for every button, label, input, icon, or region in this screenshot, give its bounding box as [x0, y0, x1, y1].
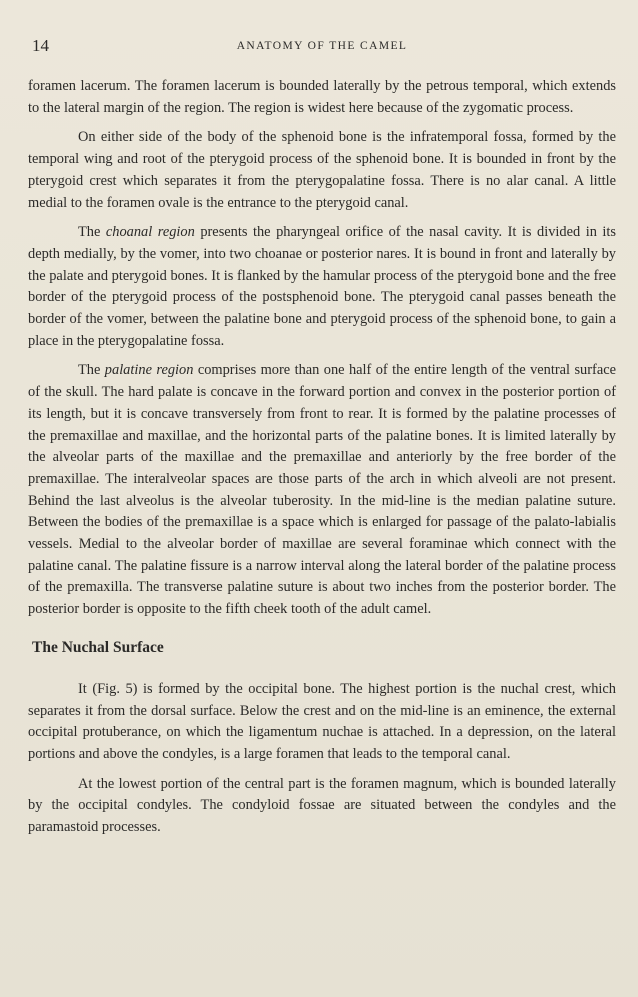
paragraph-foramen-magnum: At the lowest portion of the central part is the foramen magnum, which is bounded laterally by the occipital condyles. The condyloid fossae are situated between the condyles and the paramastoid processes. [28, 775, 616, 836]
paragraph-nuchal-surface: It (Fig. 5) is formed by the occipital bone. The highest portion is the nuchal crest, which separates it from the dorsal surface. Below the crest and on the mid-line is an eminence, the external occipital protuberance, on which the ligamentum nuchae is attached. In a depression, on the lateral portions and above the condyles, is a large foramen that leads to the temporal canal. [28, 680, 616, 762]
paragraph-infratemporal-fossa: On either side of the body of the sphenoid bone is the infratemporal fossa, formed by the temporal wing and root of the pterygoid process of the sphenoid bone. It is bounded in front by the pterygoid crest which separates it from the pterygopalatine fossa. There is no alar canal. A little medial to the foramen ovale is the entrance to the pterygoid canal. [28, 129, 616, 211]
body-text [28, 76, 616, 839]
paragraph-choanal-region [28, 222, 616, 352]
page-number: 14 [32, 36, 49, 55]
paragraph-lead: The [78, 224, 106, 241]
section-heading-nuchal-surface: The Nuchal Surface [32, 638, 164, 656]
paragraph-palatine-region [28, 360, 616, 620]
italic-term-choanal-region: choanal region [105, 224, 195, 241]
paragraph-text: presents the pharyngeal orifice of the nasal cavity. It is divided in its depth medially, by the vomer, into two choanae or posterior nares. It is bound in front and laterally by the palate and pterygoid bones. It is flanked by the hamular process of the pterygoid bone and the free border of the pterygoid process of the postsphenoid bone. The pterygoid canal passes beneath the border of the vomer, between the palatine bone and pterygoid process of the sphenoid bone, to gain a place in the pterygopalatine fossa. [28, 224, 616, 349]
running-title: ANATOMY OF THE CAMEL [236, 40, 408, 52]
paragraph-lead: The [78, 362, 105, 379]
paragraph-text: comprises more than one half of the entire length of the ventral surface of the skull. The hard palate is concave in the forward portion and convex in the posterior portion of its length, but it is concave transversely from front to rear. It is formed by the palatine processes of the premaxillae and maxillae, and the horizontal parts of the palatine bones. It is limited laterally by the alveolar parts of the maxillae and the premaxillae and anteriorly by the free border of the premaxillae. The interalveolar spaces are those parts of the arch in which alveoli are not present. Behind the last alveolus is the alveolar tuberosity. In the mid-line is the median palatine suture. Between the bodies of the premaxillae is a space which is enlarged for passage of the palato-labialis vessels. Medial to the alveolar border of maxillae are several foraminae which connect with the palatine canal. The palatine fissure is a narrow interval along the lateral border of the palatine process of the premaxilla. The transverse palatine suture is about two inches from the posterior border. The posterior border is opposite to the fifth cheek tooth of the adult camel. [28, 362, 616, 618]
running-head [28, 36, 616, 60]
italic-term-palatine-region: palatine region [104, 362, 194, 379]
paragraph-foramen-lacerum: foramen lacerum. The foramen lacerum is bounded laterally by the petrous temporal, which extends to the lateral margin of the region. The region is widest here because of the zygomatic process. [28, 78, 616, 116]
